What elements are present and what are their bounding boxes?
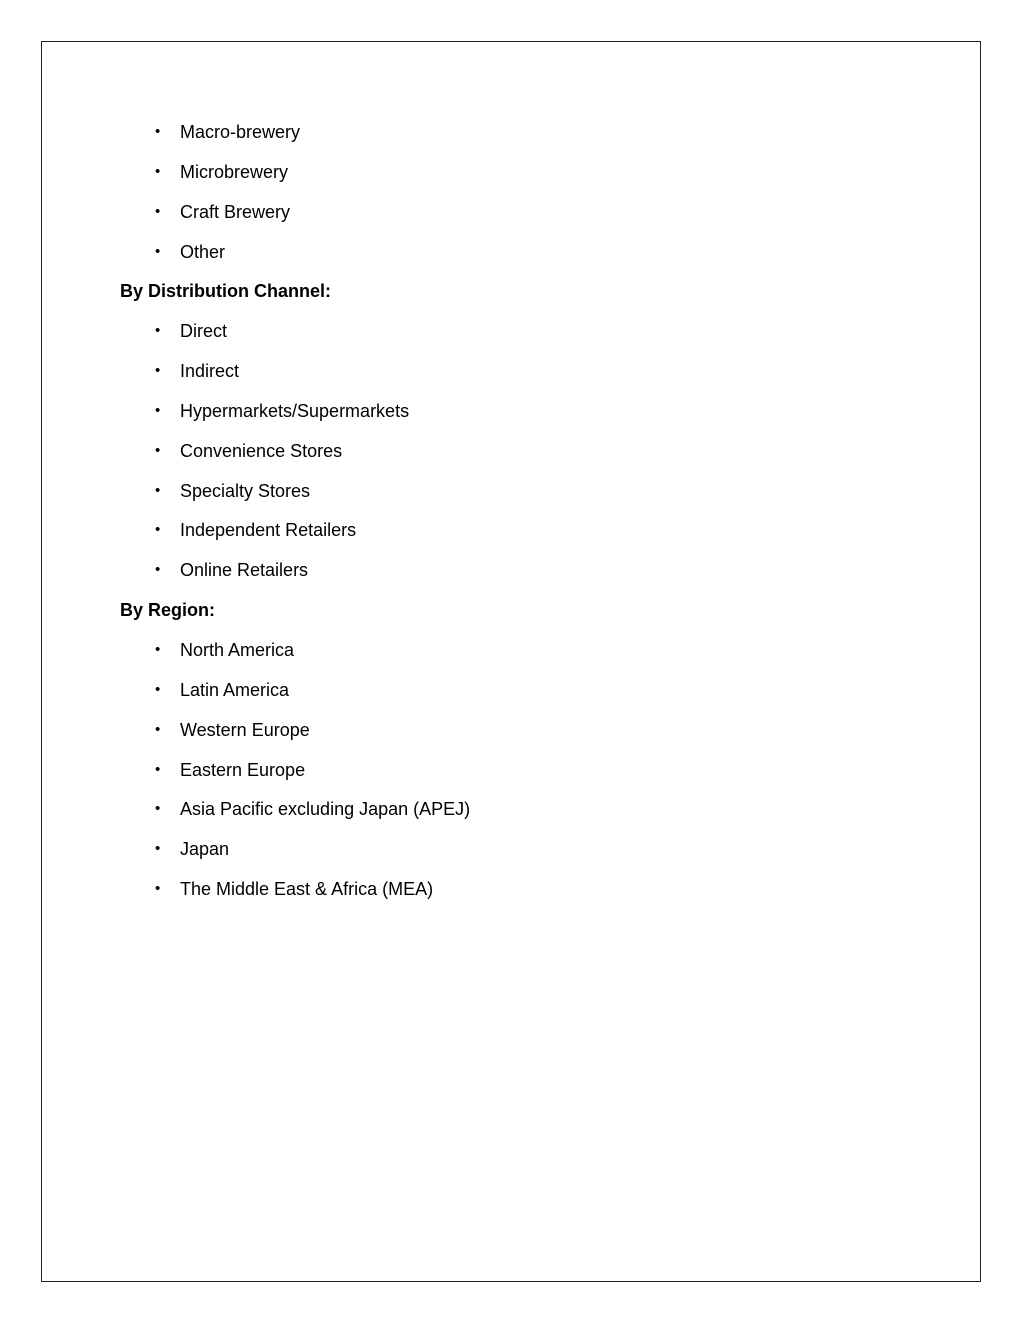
bullet-icon: • bbox=[155, 640, 161, 658]
list-item-text: Craft Brewery bbox=[180, 201, 291, 222]
list-item bbox=[120, 157, 920, 197]
bullet-icon: • bbox=[155, 202, 161, 220]
bullet-icon: • bbox=[155, 441, 161, 459]
list-item bbox=[120, 436, 920, 476]
list-item-text: Latin America bbox=[180, 679, 290, 700]
list-item bbox=[120, 515, 920, 555]
list-item bbox=[120, 715, 920, 755]
list-item-text: Eastern Europe bbox=[180, 759, 306, 780]
section-heading-distribution-channel: By Distribution Channel: bbox=[120, 281, 331, 302]
list-item-text: Online Retailers bbox=[180, 560, 309, 581]
list-item-text: Western Europe bbox=[180, 719, 310, 740]
bullet-icon: • bbox=[155, 362, 161, 380]
list-item-text: Microbrewery bbox=[180, 161, 289, 182]
list-item-text: Hypermarkets/Supermarkets bbox=[180, 400, 410, 421]
list-item-text: North America bbox=[180, 639, 295, 660]
list-item-text: Other bbox=[180, 241, 226, 262]
list-item bbox=[120, 237, 920, 277]
bullet-icon: • bbox=[155, 521, 161, 539]
list-item-text: Specialty Stores bbox=[180, 480, 311, 501]
list-item bbox=[120, 396, 920, 436]
list-item bbox=[120, 794, 920, 834]
list-item bbox=[120, 197, 920, 237]
bullet-icon: • bbox=[155, 800, 161, 818]
bullet-icon: • bbox=[155, 561, 161, 579]
list-item bbox=[120, 834, 920, 874]
bullet-icon: • bbox=[155, 481, 161, 499]
bullet-icon: • bbox=[155, 322, 161, 340]
list-item bbox=[120, 356, 920, 396]
bullet-icon: • bbox=[155, 162, 161, 180]
list-item-text: Direct bbox=[180, 321, 228, 342]
list-item bbox=[120, 476, 920, 516]
bullet-icon: • bbox=[155, 680, 161, 698]
list-item bbox=[120, 555, 920, 595]
bullet-icon: • bbox=[155, 123, 161, 140]
document-body bbox=[120, 117, 920, 914]
bullet-icon: • bbox=[155, 401, 161, 419]
list-item-text: The Middle East & Africa (MEA) bbox=[180, 879, 434, 900]
list-item-text: Macro-brewery bbox=[180, 122, 301, 142]
list-item-text: Convenience Stores bbox=[180, 440, 343, 461]
list-item bbox=[120, 874, 920, 914]
bullet-icon: • bbox=[155, 720, 161, 738]
bullet-icon: • bbox=[155, 840, 161, 858]
section-heading-region: By Region: bbox=[120, 600, 216, 621]
list-item-text: Independent Retailers bbox=[180, 520, 357, 541]
list-item bbox=[120, 316, 920, 356]
list-item bbox=[120, 675, 920, 715]
list-item bbox=[120, 117, 920, 157]
bullet-icon: • bbox=[155, 880, 161, 898]
list-item bbox=[120, 635, 920, 675]
list-item-text: Indirect bbox=[180, 361, 240, 382]
bullet-icon: • bbox=[155, 760, 161, 778]
bullet-icon: • bbox=[155, 242, 161, 260]
list-item-text: Asia Pacific excluding Japan (APEJ) bbox=[180, 799, 471, 820]
list-item-text: Japan bbox=[180, 839, 230, 860]
list-item bbox=[120, 755, 920, 795]
